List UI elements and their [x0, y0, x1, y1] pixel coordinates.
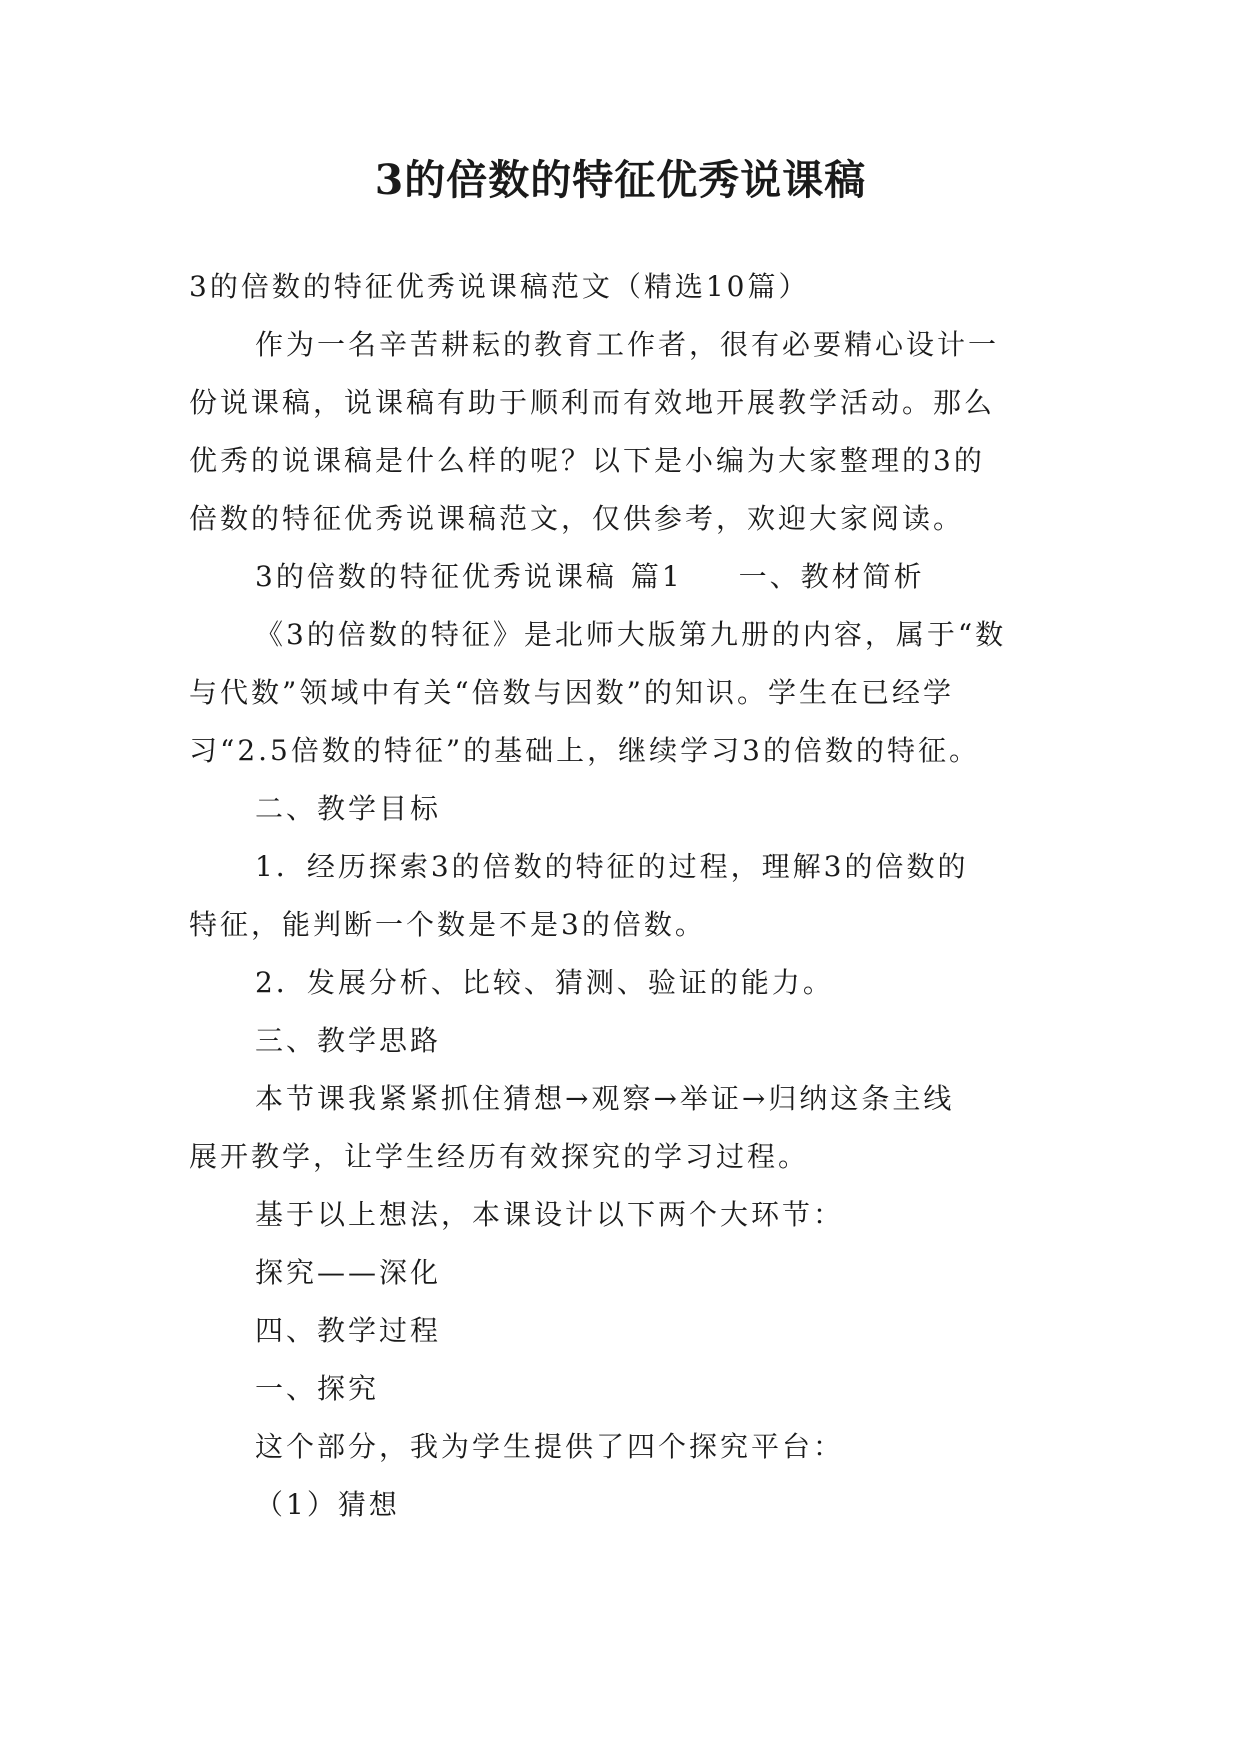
article-heading-line [189, 548, 1069, 606]
intro-line-3: 优秀的说课稿是什么样的呢？以下是小编为大家整理的3的 [189, 444, 985, 477]
section4-heading: 四、教学过程 [255, 1314, 442, 1347]
intro-line-2: 份说课稿，说课稿有助于顺利而有效地开展教学活动。那么 [189, 386, 996, 419]
document-body [189, 258, 1069, 1534]
goal1-line-1: 1．经历探索3的倍数的特征的过程，理解3的倍数的 [255, 850, 969, 883]
section2-heading: 二、教学目标 [255, 792, 442, 825]
section3-heading: 三、教学思路 [255, 1024, 442, 1057]
intro-line-4: 倍数的特征优秀说课稿范文，仅供参考，欢迎大家阅读。 [189, 502, 965, 535]
section3-line-1: 本节课我紧紧抓住猜想→观察→举证→归纳这条主线 [255, 1082, 955, 1115]
design-line: 基于以上想法，本课设计以下两个大环节： [255, 1198, 845, 1231]
section3-line-2: 展开教学，让学生经历有效探究的学习过程。 [189, 1140, 810, 1173]
section1-heading: 一、教材简析 [738, 560, 925, 593]
platform-line: 这个部分，我为学生提供了四个探究平台： [255, 1430, 845, 1463]
section1-line-3: 习“2.5倍数的特征”的基础上，继续学习3的倍数的特征。 [189, 734, 980, 767]
article-number: 篇1 [630, 560, 683, 593]
goal1-line-2: 特征，能判断一个数是不是3的倍数。 [189, 908, 706, 941]
phases-line: 探究——深化 [255, 1256, 442, 1289]
section1-line-1: 《3的倍数的特征》是北师大版第九册的内容，属于“数 [255, 618, 1007, 651]
document-title: 3的倍数的特征优秀说课稿 [374, 156, 867, 204]
part1-heading: 一、探究 [255, 1372, 380, 1405]
subtitle: 3的倍数的特征优秀说课稿范文（精选10篇） [189, 270, 810, 303]
section1-line-2: 与代数”领域中有关“倍数与因数”的知识。学生在已经学 [189, 676, 954, 709]
intro-line-1: 作为一名辛苦耕耘的教育工作者，很有必要精心设计一 [255, 328, 1000, 361]
article-heading: 3的倍数的特征优秀说课稿 [255, 560, 617, 593]
step1-line: （1）猜想 [255, 1488, 400, 1521]
goal2: 2．发展分析、比较、猜测、验证的能力。 [255, 966, 834, 999]
